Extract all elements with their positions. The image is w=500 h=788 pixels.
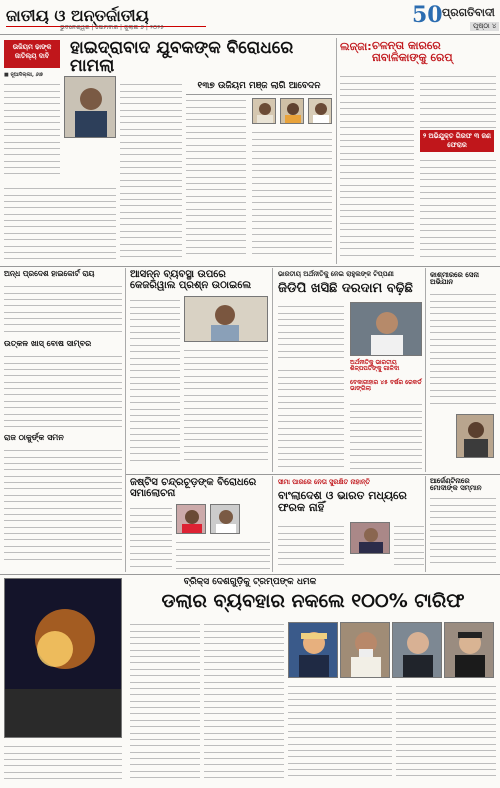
sidebar-body — [430, 290, 496, 410]
lajja-red-box: ୨ ଅଭିଯୁକ୍ତ ଗିରଫ ୩ ଜଣ ଫେରାର — [420, 130, 494, 152]
portrait-photo-mehbooba — [350, 522, 390, 554]
portrait-photo-young-man — [64, 76, 116, 138]
brics-body-col2 — [204, 620, 284, 782]
hyderabad-body-col1 — [4, 80, 60, 180]
hyderabad-byline: ■ ନୂଆଦିଲ୍ଲୀ, ୬ା୭ — [4, 72, 43, 78]
section-title: ଜାତୀୟ ଓ ଅନ୍ତର୍ଜାତୀୟ — [6, 6, 149, 25]
lajja-kicker: ଲଜ୍ଜା: — [340, 40, 372, 53]
portrait-photo-politician-1 — [252, 98, 276, 124]
col-divider — [125, 268, 126, 572]
gdp-body-col1 — [278, 302, 344, 362]
brics-kicker: ବ୍ରିକ୍ସ ଦେଶଗୁଡ଼ିକୁ ଟ୍ରମ୍ପଙ୍କ ଧମକ — [183, 577, 317, 587]
ap-sub2-body — [4, 446, 122, 566]
portrait-photo-putin — [392, 622, 442, 678]
portrait-photo-trump — [288, 622, 338, 678]
reward-body-col1 — [186, 96, 246, 262]
sidebar-headline: କାଶ୍ମୀରରେ ସେନା ଅଭିଯାନ — [430, 271, 479, 287]
brics-caption — [4, 742, 122, 782]
ap-subhead-1: ଉତ୍କଳ ଖାସ୍ ବୋଷ ସାମ୍ବର — [4, 339, 92, 348]
hyderabad-body-col2 — [4, 184, 116, 262]
portrait-photo-raut — [176, 504, 206, 534]
bangla-body-col1 — [278, 522, 344, 572]
col-divider — [272, 268, 273, 472]
lajja-body-col3 — [420, 156, 496, 262]
bangla-kicker: ସୀମା ପାରରେ ନେତା ସୁରକ୍ଷିତ ନାହାନ୍ତି — [278, 478, 371, 486]
col-divider — [272, 476, 273, 572]
bangla-headline: ବାଂଲାଦେଶ ଓ ଭାରତ ମଧ୍ୟରେ ଫରକ ନାହିଁ — [278, 489, 407, 514]
col-divider — [336, 38, 337, 264]
reward-banner: ୧୩୭ ଉଜିୟମ ମଞ୍ଜ ଲାଗି ଆବେଦନ — [186, 82, 332, 95]
gdp-kicker: ଭାରତୀୟ ଅର୍ଥନୀତିକୁ ନେଇ ରାହୁଲଙ୍କ ଟିପ୍ପଣୀ — [278, 270, 394, 278]
hyderabad-headline: ହାଇଦ୍ରାବାଦ ଯୁବକଙ୍କ ବିରୋଧରେ ମାମଲା — [70, 38, 294, 76]
raut-headline: ଜଷ୍ଟିସ ଚନ୍ଦ୍ରଚୂଡ଼ଙ୍କ ବିରୋଧରେ ସମାଲୋଚନା — [130, 477, 257, 499]
row-divider-1 — [0, 266, 500, 267]
col-divider — [425, 476, 426, 572]
portrait-photo-modi — [340, 622, 390, 678]
brics-body-col1 — [130, 620, 200, 782]
ap-sub1-body — [4, 352, 122, 430]
reward-body-col2 — [252, 128, 332, 262]
ap-body — [4, 282, 122, 334]
lajja-body-col2 — [420, 72, 496, 128]
fire-protest-photo — [4, 578, 122, 738]
anniversary-logo: 50 — [412, 2, 443, 28]
gdp-bullet-2: ବେକାରୀହାର ୪୫ ବର୍ଷର ରେକର୍ଡ ଭାଙ୍ଗିଲା — [350, 379, 422, 393]
portrait-photo-sidebar — [456, 414, 494, 458]
portrait-photo-politician-2 — [280, 98, 304, 124]
gdp-body-col2 — [278, 366, 344, 470]
row-divider-3 — [0, 574, 500, 575]
portrait-photo-kejriwal — [184, 296, 268, 342]
gdp-headline: ଜିଡିପି ଖସିଛି ଦରଦାମ ବଢ଼ିଛି — [278, 281, 413, 296]
bangla-body-col2 — [394, 522, 424, 572]
masthead — [0, 0, 500, 34]
lajja-body-col1 — [340, 72, 414, 262]
ap-headline: ଅନ୍ଧ ପ୍ରଦେଶ ହାଇକୋର୍ଟ ରାୟ — [4, 269, 95, 278]
portrait-photo-chandrachud — [210, 504, 240, 534]
kejriwal-body-col1 — [130, 296, 180, 466]
section-dateline: ଭୁବନେଶ୍ୱର | ସୋମବାର | ଜୁଲାଇ ୭ | ୨୦୨୫ — [60, 24, 164, 31]
ap-subhead-2: ରାଜ ଠାକୁର୍ଙ୍କ ସମନ — [4, 433, 64, 442]
argentina-headline: ଆର୍ଜେଣ୍ଟିନାରେ ମୋଦୀଙ୍କ ସମ୍ମାନ — [430, 477, 482, 493]
brics-headline: ଡଲାର ବ୍ୟବହାର ନକଲେ ୧୦୦% ଟାରିଫ — [161, 590, 465, 612]
kicker-box: ଉଜିୟମ ଢାଙ୍କ ଜାତିଲ୍ୟ ଦାବି — [4, 40, 60, 68]
page-number: ପୃଷ୍ଠା ୪ — [470, 22, 499, 31]
brics-body-col4 — [396, 682, 496, 782]
portrait-photo-xi — [444, 622, 494, 678]
col-divider — [425, 268, 426, 472]
gdp-bullet-1: ଅର୍ଥନୀତିକୁ ଭାରତୀୟ ଶିଳ୍ପପତିଙ୍କୁ ଗାଳିଦା — [350, 359, 400, 373]
raut-body-col2 — [176, 538, 270, 572]
kejriwal-body-col2 — [184, 346, 268, 466]
argentina-body — [430, 494, 496, 572]
brics-body-col3 — [288, 682, 392, 782]
portrait-photo-rahul — [350, 302, 422, 356]
newspaper-brand: ପ୍ରଗତିବାଦୀ — [442, 6, 495, 19]
portrait-photo-politician-3 — [308, 98, 332, 124]
raut-body-col1 — [130, 504, 172, 572]
lajja-headline: ଚଳନ୍ତା କାରରେ ନାବାଳିକାଙ୍କୁ ରେପ୍ — [372, 39, 453, 64]
row-divider-2 — [126, 474, 500, 475]
kejriwal-headline: ଆସନ୍ନ ବ୍ୟବସ୍ଥା ଉପରେ କେଜରିୱାଲ ପ୍ରଶ୍ନ ଉଠାଇଲେ — [130, 269, 252, 291]
gdp-body-col3 — [350, 400, 422, 470]
hyderabad-body-col3 — [120, 80, 182, 262]
masthead-divider — [0, 34, 500, 35]
